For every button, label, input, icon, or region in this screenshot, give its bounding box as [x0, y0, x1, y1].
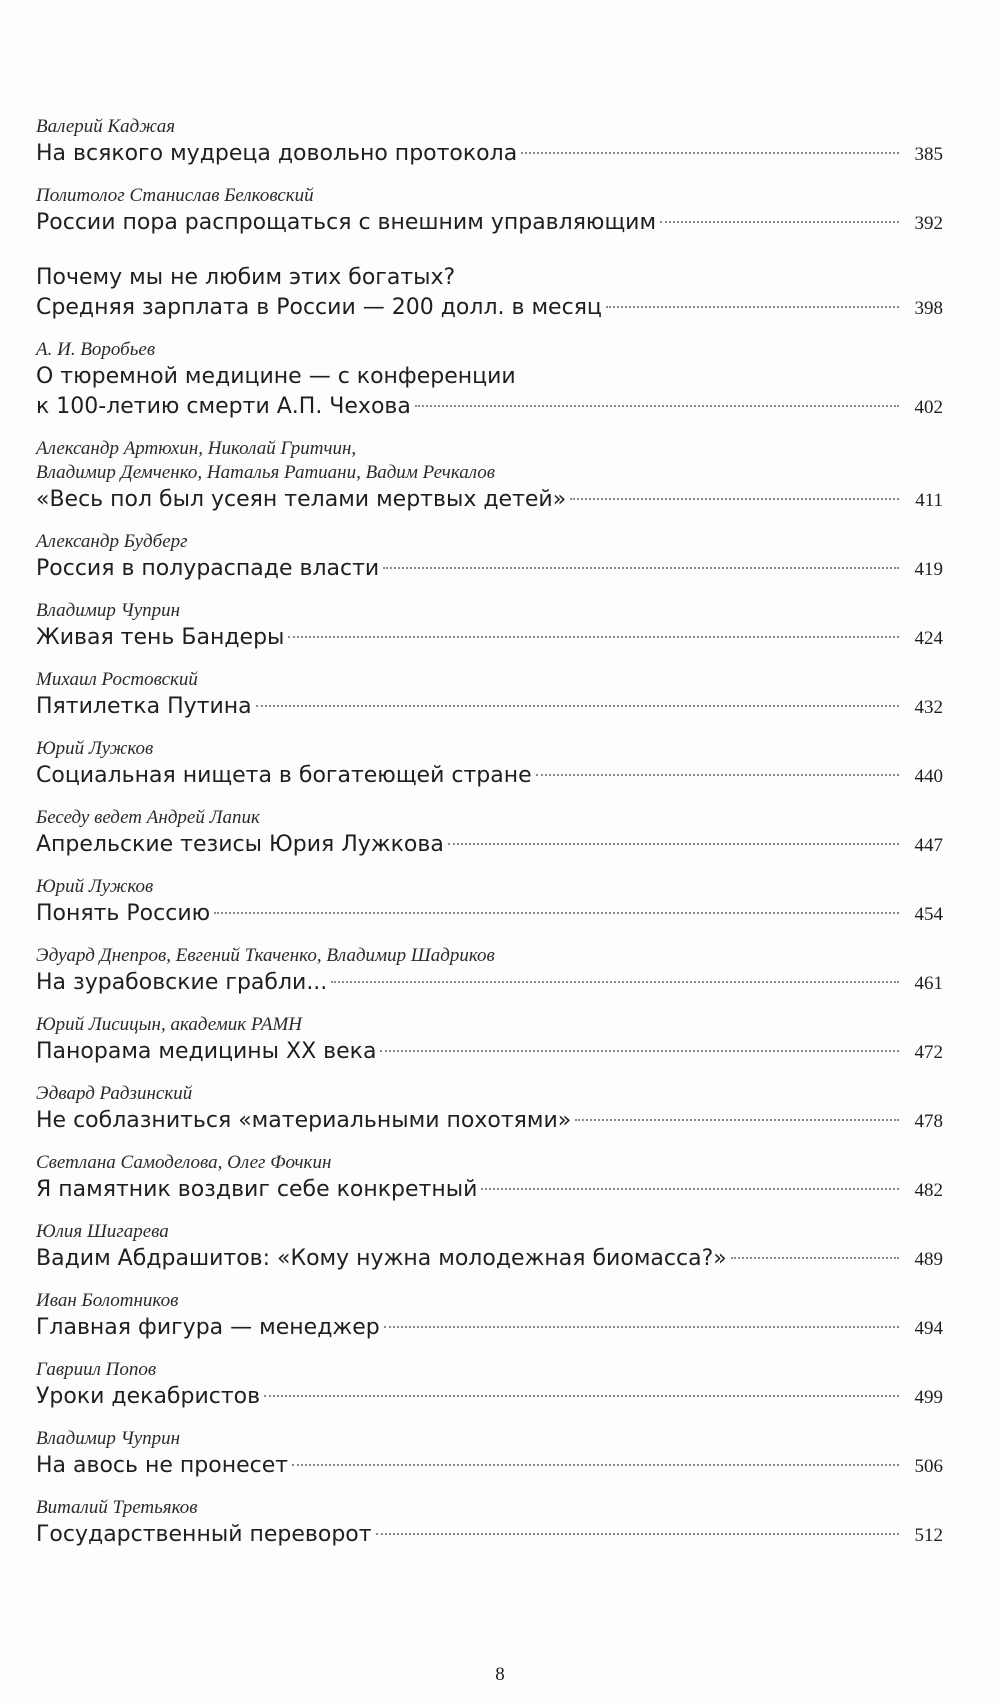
- entry-title: Социальная нищета в богатеющей стране: [36, 763, 532, 788]
- toc-entry: [36, 253, 943, 324]
- entry-author: Эдвард Радзинский: [36, 1083, 193, 1104]
- entry-title-line: [36, 139, 943, 170]
- entry-title-line: [36, 1520, 943, 1551]
- entry-page-number: 432: [914, 697, 943, 718]
- entry-title-line: [36, 761, 943, 792]
- dot-leader: [448, 843, 899, 845]
- entry-author: Виталий Третьяков: [36, 1497, 198, 1518]
- entry-title: Не соблазниться «материальными похотями»: [36, 1108, 572, 1133]
- entry-author: Юлия Шигарева: [36, 1221, 169, 1242]
- entry-page-number: 494: [914, 1318, 943, 1339]
- entry-title-line: [36, 623, 943, 654]
- toc-entry: [36, 1082, 943, 1137]
- entry-title: Средняя зарплата в России — 200 долл. в месяц: [36, 295, 602, 320]
- entry-title: Понять Россию: [36, 901, 211, 926]
- entry-title: Пятилетка Путина: [36, 694, 252, 719]
- entry-author: Светлана Самоделова, Олег Фочкин: [36, 1152, 332, 1173]
- entry-title: Россия в полураспаде власти: [36, 556, 380, 581]
- entry-title-line: [36, 968, 943, 999]
- dot-leader: [380, 1050, 899, 1052]
- entry-title-line: [36, 554, 943, 585]
- entry-page-number: 499: [914, 1387, 943, 1408]
- entry-title: На зурабовские грабли...: [36, 970, 328, 995]
- toc-entry: [36, 599, 943, 654]
- dot-leader: [570, 498, 899, 500]
- entry-page-number: 447: [914, 835, 943, 856]
- entry-author: Иван Болотников: [36, 1290, 179, 1311]
- entry-title-line: [36, 830, 943, 861]
- entry-spacer: [36, 253, 943, 263]
- toc-entry: [36, 944, 943, 999]
- entry-title: Уроки декабристов: [36, 1384, 261, 1409]
- dot-leader: [292, 1464, 899, 1466]
- entry-page-number: 411: [915, 490, 943, 511]
- table-of-contents: [36, 115, 943, 1565]
- dot-leader: [415, 405, 899, 407]
- dot-leader: [288, 636, 899, 638]
- entry-title-line: [36, 485, 943, 516]
- entry-page-number: 482: [914, 1180, 943, 1201]
- dot-leader: [731, 1257, 899, 1259]
- dot-leader: [521, 152, 899, 154]
- dot-leader: [481, 1188, 899, 1190]
- entry-page-number: 424: [914, 628, 943, 649]
- entry-page-number: 385: [914, 144, 943, 165]
- toc-entry: [36, 115, 943, 170]
- entry-page-number: 461: [914, 973, 943, 994]
- dot-leader: [384, 1326, 899, 1328]
- dot-leader: [383, 567, 899, 569]
- toc-entry: [36, 668, 943, 723]
- entry-page-number: 392: [914, 213, 943, 234]
- entry-author: Александр Будберг: [36, 531, 188, 552]
- entry-author: Владимир Чуприн: [36, 600, 181, 621]
- entry-page-number: 472: [914, 1042, 943, 1063]
- entry-title-line: [36, 1313, 943, 1344]
- entry-page-number: 506: [914, 1456, 943, 1477]
- toc-entry: [36, 1220, 943, 1275]
- dot-leader: [660, 221, 899, 223]
- entry-author: Михаил Ростовский: [36, 669, 198, 690]
- entry-page-number: 440: [914, 766, 943, 787]
- page-number: 8: [495, 1664, 505, 1685]
- toc-entry: [36, 1013, 943, 1068]
- toc-entry: [36, 1427, 943, 1482]
- toc-entry: [36, 1358, 943, 1413]
- entry-title-line: [36, 1037, 943, 1068]
- entry-title-line: [36, 392, 943, 423]
- dot-leader: [606, 306, 899, 308]
- entry-page-number: 454: [914, 904, 943, 925]
- entry-title: Я памятник воздвиг себе конкретный: [36, 1177, 478, 1202]
- toc-entry: [36, 338, 943, 423]
- entry-title: Панорама медицины XX века: [36, 1039, 377, 1064]
- entry-author: Беседу ведет Андрей Лапик: [36, 807, 260, 828]
- entry-page-number: 489: [914, 1249, 943, 1270]
- entry-page-number: 398: [914, 298, 943, 319]
- entry-author: Юрий Лисицын, академик РАМН: [36, 1014, 303, 1035]
- entry-page-number: 478: [914, 1111, 943, 1132]
- entry-author: Валерий Каджая: [36, 116, 176, 137]
- dot-leader: [331, 981, 899, 983]
- entry-title: Государственный переворот: [36, 1522, 372, 1547]
- entry-title-line: [36, 692, 943, 723]
- entry-title-line: [36, 1175, 943, 1206]
- entry-title-first-line: Почему мы не любим этих богатых?: [36, 265, 456, 290]
- entry-title: На всякого мудреца довольно протокола: [36, 141, 518, 166]
- dot-leader: [264, 1395, 899, 1397]
- toc-entry: [36, 530, 943, 585]
- entry-title: Главная фигура — менеджер: [36, 1315, 380, 1340]
- entry-title-line: [36, 208, 943, 239]
- dot-leader: [536, 774, 899, 776]
- entry-title-line: [36, 1106, 943, 1137]
- entry-title: На авось не пронесет: [36, 1453, 289, 1478]
- entry-title: «Весь пол был усеян телами мертвых детей»: [36, 487, 567, 512]
- entry-title-line: [36, 899, 943, 930]
- entry-author: А. И. Воробьев: [36, 339, 156, 360]
- entry-title: Живая тень Бандеры: [36, 625, 285, 650]
- entry-author: Юрий Лужков: [36, 876, 154, 897]
- entry-title-first-line: О тюремной медицине — с конференции: [36, 364, 516, 389]
- entry-author: Александр Артюхин, Николай Гритчин,: [36, 438, 357, 459]
- entry-author: Юрий Лужков: [36, 738, 154, 759]
- entry-title-line: [36, 1244, 943, 1275]
- toc-entry: [36, 875, 943, 930]
- toc-entry: [36, 737, 943, 792]
- entry-title: России пора распрощаться с внешним управляющим: [36, 210, 657, 235]
- entry-page-number: 402: [914, 397, 943, 418]
- entry-author: Гавриил Попов: [36, 1359, 157, 1380]
- toc-entry: [36, 1151, 943, 1206]
- entry-author: Эдуард Днепров, Евгений Ткаченко, Владимир Шадриков: [36, 945, 495, 966]
- entry-title: к 100-летию смерти А.П. Чехова: [36, 394, 411, 419]
- dot-leader: [376, 1533, 899, 1535]
- toc-entry: [36, 1289, 943, 1344]
- dot-leader: [575, 1119, 899, 1121]
- entry-author: Владимир Демченко, Наталья Ратиани, Вадим Речкалов: [36, 462, 496, 483]
- entry-title: Вадим Абдрашитов: «Кому нужна молодежная биомасса?»: [36, 1246, 727, 1271]
- toc-entry: [36, 437, 943, 516]
- dot-leader: [256, 705, 899, 707]
- toc-entry: [36, 184, 943, 239]
- entry-title-line: [36, 1382, 943, 1413]
- entry-page-number: 419: [914, 559, 943, 580]
- dot-leader: [214, 912, 899, 914]
- toc-entry: [36, 806, 943, 861]
- entry-title-line: [36, 1451, 943, 1482]
- entry-author: Владимир Чуприн: [36, 1428, 181, 1449]
- toc-entry: [36, 1496, 943, 1551]
- entry-title-line: [36, 293, 943, 324]
- entry-author: Политолог Станислав Белковский: [36, 185, 314, 206]
- entry-title: Апрельские тезисы Юрия Лужкова: [36, 832, 444, 857]
- entry-page-number: 512: [914, 1525, 943, 1546]
